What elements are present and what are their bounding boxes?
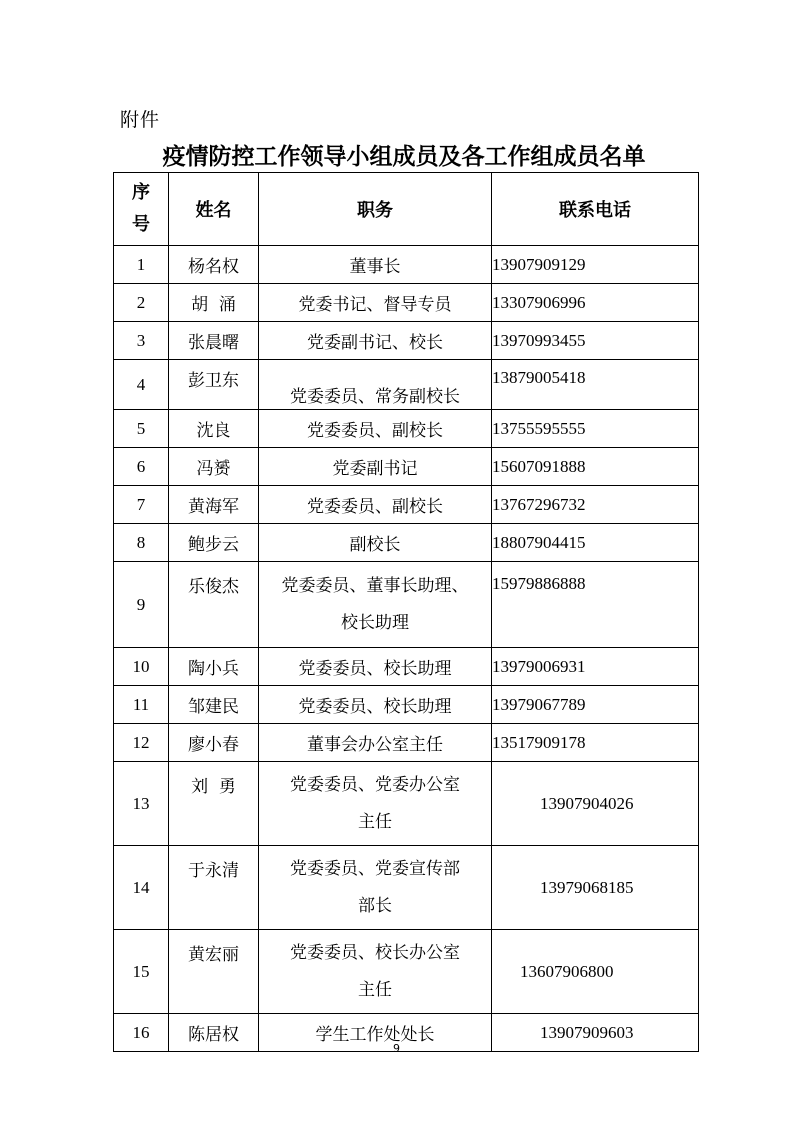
header-name: 姓名 bbox=[169, 173, 259, 246]
table-row bbox=[114, 686, 699, 724]
cell-phone: 13307906996 bbox=[492, 284, 699, 322]
page-number: 9 bbox=[393, 1042, 400, 1055]
table-row bbox=[114, 322, 699, 360]
table-row bbox=[114, 930, 699, 1014]
cell-name: 邹建民 bbox=[169, 686, 259, 724]
cell-no: 11 bbox=[114, 686, 169, 724]
header-no-line1: 序 bbox=[132, 182, 150, 203]
cell-position: 党委委员、常务副校长 bbox=[259, 360, 492, 410]
cell-phone: 13879005418 bbox=[492, 360, 699, 410]
cell-no: 5 bbox=[114, 410, 169, 448]
cell-phone: 13607906800 bbox=[492, 930, 699, 1014]
cell-no: 8 bbox=[114, 524, 169, 562]
cell-name: 陶小兵 bbox=[169, 648, 259, 686]
cell-position-line2: 部长 bbox=[358, 895, 392, 916]
cell-phone: 18807904415 bbox=[492, 524, 699, 562]
cell-no: 4 bbox=[114, 360, 169, 410]
cell-name: 彭卫东 bbox=[169, 360, 259, 410]
cell-no: 14 bbox=[114, 846, 169, 930]
cell-position-line1: 党委委员、党委宣传部 bbox=[290, 858, 460, 879]
cell-position: 党委委员、校长助理 bbox=[259, 686, 492, 724]
header-phone: 联系电话 bbox=[492, 173, 699, 246]
cell-position-line2: 主任 bbox=[358, 811, 392, 832]
cell-position: 党委副书记 bbox=[259, 448, 492, 486]
cell-position: 党委书记、督导专员 bbox=[259, 284, 492, 322]
cell-no: 15 bbox=[114, 930, 169, 1014]
cell-position: 党委委员、副校长 bbox=[259, 410, 492, 448]
cell-phone: 13979006931 bbox=[492, 648, 699, 686]
cell-phone: 13907904026 bbox=[492, 762, 699, 846]
table-row bbox=[114, 524, 699, 562]
cell-phone: 13907909603 bbox=[492, 1014, 699, 1052]
cell-phone: 13907909129 bbox=[492, 246, 699, 284]
cell-position: 学生工作处处长 bbox=[259, 1014, 492, 1052]
cell-position: 董事会办公室主任 bbox=[259, 724, 492, 762]
cell-no: 3 bbox=[114, 322, 169, 360]
table-row bbox=[114, 410, 699, 448]
page-title: 疫情防控工作领导小组成员及各工作组成员名单 bbox=[162, 144, 646, 170]
header-no-line2: 号 bbox=[132, 214, 150, 235]
cell-position: 董事长 bbox=[259, 246, 492, 284]
cell-no: 2 bbox=[114, 284, 169, 322]
table-row bbox=[114, 724, 699, 762]
cell-phone: 13970993455 bbox=[492, 322, 699, 360]
cell-no: 7 bbox=[114, 486, 169, 524]
cell-name: 黄海军 bbox=[169, 486, 259, 524]
cell-phone: 13979068185 bbox=[492, 846, 699, 930]
table-row bbox=[114, 360, 699, 410]
cell-no: 9 bbox=[114, 562, 169, 648]
cell-name: 廖小春 bbox=[169, 724, 259, 762]
roster-table bbox=[113, 172, 699, 1052]
table-row bbox=[114, 284, 699, 322]
table-row bbox=[114, 648, 699, 686]
cell-phone: 13517909178 bbox=[492, 724, 699, 762]
cell-no: 16 bbox=[114, 1014, 169, 1052]
cell-position bbox=[259, 846, 492, 930]
header-no bbox=[114, 173, 169, 246]
cell-no: 6 bbox=[114, 448, 169, 486]
cell-name: 黄宏丽 bbox=[169, 930, 259, 1014]
cell-phone: 13755595555 bbox=[492, 410, 699, 448]
cell-name: 张晨曙 bbox=[169, 322, 259, 360]
cell-position: 副校长 bbox=[259, 524, 492, 562]
cell-name: 沈良 bbox=[169, 410, 259, 448]
table-row bbox=[114, 448, 699, 486]
cell-name: 陈居权 bbox=[169, 1014, 259, 1052]
cell-position: 党委委员、校长助理 bbox=[259, 648, 492, 686]
cell-name: 胡 涌 bbox=[169, 284, 259, 322]
cell-phone: 15979886888 bbox=[492, 562, 699, 648]
cell-position bbox=[259, 930, 492, 1014]
cell-no: 1 bbox=[114, 246, 169, 284]
cell-position-line1: 党委委员、校长办公室 bbox=[290, 942, 460, 963]
cell-name: 杨名权 bbox=[169, 246, 259, 284]
cell-name: 刘 勇 bbox=[169, 762, 259, 846]
cell-name: 鲍步云 bbox=[169, 524, 259, 562]
cell-position-line1: 党委委员、党委办公室 bbox=[290, 774, 460, 795]
table-row bbox=[114, 562, 699, 648]
cell-position-line1: 党委委员、董事长助理、 bbox=[281, 575, 469, 596]
table-row bbox=[114, 762, 699, 846]
cell-name: 冯赟 bbox=[169, 448, 259, 486]
attachment-label: 附件 bbox=[120, 109, 161, 131]
cell-phone: 13767296732 bbox=[492, 486, 699, 524]
header-position: 职务 bbox=[259, 173, 492, 246]
table-row bbox=[114, 246, 699, 284]
cell-phone: 15607091888 bbox=[492, 448, 699, 486]
cell-position-line2: 主任 bbox=[358, 979, 392, 1000]
table-row bbox=[114, 486, 699, 524]
cell-name: 于永清 bbox=[169, 846, 259, 930]
cell-position-line2: 校长助理 bbox=[341, 612, 409, 633]
cell-position bbox=[259, 562, 492, 648]
cell-no: 10 bbox=[114, 648, 169, 686]
cell-phone: 13979067789 bbox=[492, 686, 699, 724]
cell-no: 13 bbox=[114, 762, 169, 846]
cell-name: 乐俊杰 bbox=[169, 562, 259, 648]
table-header-row bbox=[114, 173, 699, 246]
table-row bbox=[114, 846, 699, 930]
cell-no: 12 bbox=[114, 724, 169, 762]
cell-position: 党委委员、副校长 bbox=[259, 486, 492, 524]
cell-position: 党委副书记、校长 bbox=[259, 322, 492, 360]
cell-position bbox=[259, 762, 492, 846]
